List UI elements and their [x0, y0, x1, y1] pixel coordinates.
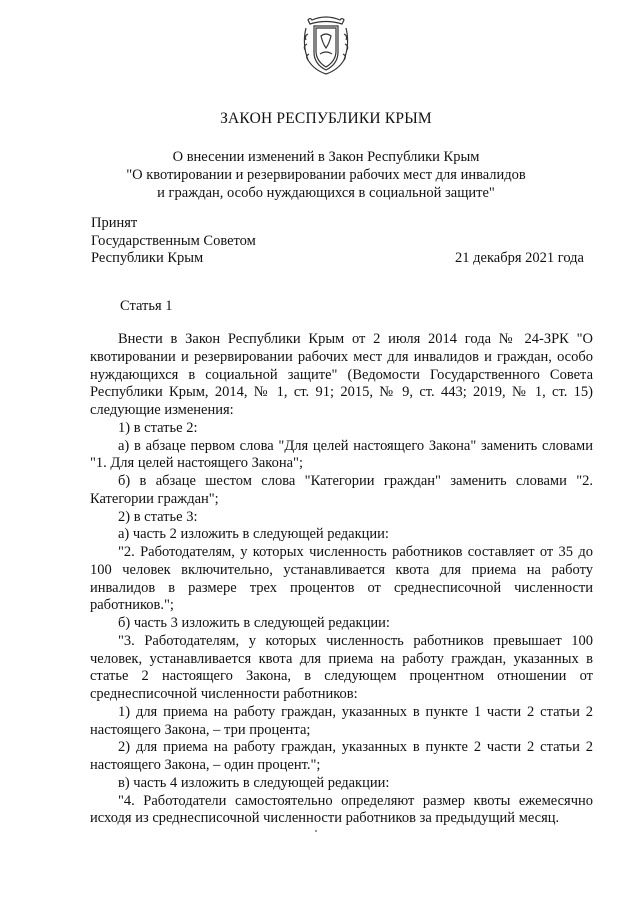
article-heading: Статья 1	[120, 298, 173, 314]
paragraph: "2. Работодателям, у которых численность работников составляет от 35 до 100 человек включительно, устанавливается квота для приема на работу инвалидов в размере трех процентов от среднесписочной численности работников.";	[90, 544, 593, 614]
paragraph: 1) в статье 2:	[118, 419, 198, 436]
article-body	[90, 331, 593, 828]
adoption-date: 21 декабря 2021 года	[455, 250, 584, 266]
adoption-line: Принят	[91, 215, 138, 231]
paragraph: б) часть 3 изложить в следующей редакции:	[118, 615, 390, 631]
paragraph: б) в абзаце шестом слова "Категории граждан" заменить словами "2. Категории граждан";	[90, 473, 593, 507]
paragraph: 2) для приема на работу граждан, указанных в пункте 2 части 2 статьи 2 настоящего Закона, – один процент.";	[90, 739, 593, 773]
paragraph: 1) для приема на работу граждан, указанных в пункте 1 части 2 статьи 2 настоящего Закона, – три процента;	[90, 703, 593, 738]
scan-speck	[315, 830, 317, 832]
paragraph: а) в абзаце первом слова "Для целей настоящего Закона" заменить словами "1. Для целей настоящего Закона";	[90, 437, 593, 472]
paragraph: Внести в Закон Республики Крым от 2 июля 2014 года № 24-ЗРК "О квотировании и резервировании рабочих мест для инвалидов и граждан, особо нуждающихся в социальной защите" (Ведомости Государственного Совета Республики Крым, 2014, № 1, ст. 91; 2015, № 9, ст. 443; 2019, № 1, ст. 15) следующие изменения:	[90, 331, 593, 418]
paragraph: 2) в статье 3:	[118, 508, 198, 525]
paragraph: "3. Работодателям, у которых численность работников превышает 100 человек, устанавливается квота для приема на работу граждан, указанных в статье 2 настоящего Закона, в следующем процентном отношении от среднесписочной численности работников:	[90, 632, 593, 702]
paragraph: в) часть 4 изложить в следующей редакции:	[118, 774, 390, 791]
subtitle-line: и граждан, особо нуждающихся в социальной защите"	[157, 185, 495, 201]
paragraph: "4. Работодатели самостоятельно определяют размер квоты ежемесячно исходя из среднесписочной численности работников за предыдущий месяц.	[90, 792, 593, 827]
paragraph: а) часть 2 изложить в следующей редакции:	[118, 526, 389, 543]
adoption-line: Государственным Советом	[91, 232, 256, 249]
crimea-coat-of-arms-icon	[298, 14, 354, 76]
subtitle-line: "О квотировании и резервировании рабочих мест для инвалидов	[126, 167, 526, 183]
adoption-line: Республики Крым	[91, 250, 204, 266]
document-subtitle	[0, 148, 640, 202]
subtitle-line: О внесении изменений в Закон Республики Крым	[172, 149, 480, 165]
document-title: ЗАКОН РЕСПУБЛИКИ КРЫМ	[220, 110, 432, 127]
